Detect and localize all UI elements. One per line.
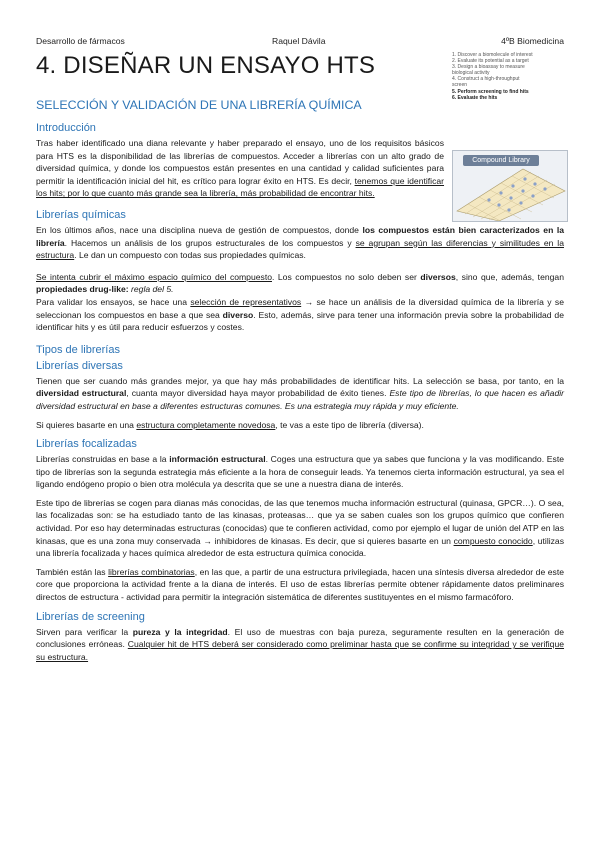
- focalizadas-paragraph-3: También están las librerías combinatorias, en las que, a partir de una estructura privilegiada, hacen una síntesis diversa alrededor de este core que proporciona la actividad frente a la diana de interés. El uso de estas librerías permite obtener rápidamente datos preliminares directos de estructura - actividad para permitir la integración sistemática de diferentes sustituyentes en el mismo farmacóforo.: [36, 566, 565, 603]
- step-item: 2. Evaluate its potential as a target: [452, 58, 529, 65]
- diversas-paragraph-1: Tienen que ser cuando más grandes mejor, ya que hay más probabilidades de identificar hits. La selección se basa, por tanto, en la diversidad estructural, cuanta mayor diversidad haya mayor probabilidad de éxito tienes. Este tipo de librerías, lo que hacen es añadir diversidad estructural en base a diferentes estructuras comunes. Es una estrategia muy rápida y muy eficiente.: [36, 375, 565, 411]
- page-header: [36, 36, 564, 50]
- heading-librerias-focalizadas: Librerías focalizadas: [36, 438, 137, 451]
- heading-introduccion: Introducción: [36, 122, 96, 134]
- heading-librerias-quimicas: Librerías químicas: [36, 208, 126, 221]
- quimicas-paragraph-3: Para validar los ensayos, se hace una selección de representativos → se hace un análisis de la diversidad química de la librería y se seleccionan los compuestos en base a que sea diverso. Esto, además, sirve para tener una información previa sobre la probabilidad de identificar hits y es útil para reducir esfuerzos y costes.: [36, 296, 564, 333]
- diversas-paragraph-2: Si quieres basarte en una estructura completamente novedosa, te vas a este tipo de librería (diversa).: [36, 419, 424, 430]
- step-item: 1. Discover a biomolecule of interest: [452, 52, 533, 58]
- header-course: Desarrollo de fármacos: [36, 36, 125, 46]
- heading-tipos-librerias: Tipos de librerías: [36, 343, 120, 356]
- quimicas-paragraph-2: Se intenta cubrir el máximo espacio químico del compuesto. Los compuestos no solo deben ser diversos, sino que, además, tengan propiedades drug-like: regla del 5.: [36, 271, 564, 295]
- hts-steps-list: [452, 52, 572, 101]
- header-program: 4ºB Biomedicina: [501, 36, 564, 46]
- focalizadas-paragraph-2: Este tipo de librerías se cogen para dianas más conocidas, de las que tenemos mucha información estructural (quinasa, GPCR…). O sea, las focalizadas son: se ha estudiado tanto de las kinasas, proteasas… que ya se saben cuales son los grupos químico que confieren actividad. Por eso hay determinadas estructuras (conocidas) que te confieren actividad, como por ejemplo el lugar de unión del ATP en las kinasas, que es una zona muy conservada → inhibidores de kinasas. Es decir, que si quieres basarte en un compuesto conocido, utilizas una librería focalizada y haces química alrededor de esta estructura química conocida.: [36, 497, 565, 559]
- step-item-active: 6. Evaluate the hits: [452, 94, 498, 101]
- step-item: screen: [452, 82, 468, 89]
- step-item: biological activity: [452, 70, 490, 77]
- step-item: 4. Construct a high-throughput: [452, 76, 520, 83]
- header-author: Raquel Dávila: [272, 36, 326, 46]
- figure-label: Compound Library: [463, 155, 539, 166]
- screening-paragraph-1: Sirven para verificar la pureza y la integridad. El uso de muestras con baja pureza, seguramente resulten en la generación de conclusiones erróneas. Cualquier hit de HTS deberá ser considerado como preliminar hasta que se confirme su integridad y se verifique su estructura.: [36, 626, 565, 662]
- step-item-active: 5. Perform screening to find hits: [452, 88, 529, 95]
- section-title: SELECCIÓN Y VALIDACIÓN DE UNA LIBRERÍA QUÍMICA: [36, 98, 362, 112]
- heading-librerias-diversas: Librerías diversas: [36, 359, 123, 372]
- intro-paragraph: Tras haber identificado una diana relevante y haber preparado el ensayo, uno de los requisitos básicos para HTS es la disponibilidad de las librerías de compuestos. Acceder a librerías con un alto grado de diversidad química, y donde los compuestos están presentes en una cantidad y calidad suficientes para permitir la identificación inicial del hit, es crítico para lograr éxito en HTS. Es decir, tenemos que identificar los hits; por lo que cuanto más grande sea la librería, más probabilidad de encontrar hits.: [36, 138, 445, 199]
- focalizadas-paragraph-1: Librerías construidas en base a la información estructural. Coges una estructura que ya sabes que funciona y la vas modificando. Este tipo de librerías son la segunda estrategia más eficiente a la hora de conseguir leads. Ya tenemos cierta información estructural, ya sea el ligando endógeno propio o bien otra molécula ya descrita que se une a nuestra diana de interés.: [36, 454, 565, 490]
- document-body: [36, 97, 564, 663]
- quimicas-paragraph-1: En los últimos años, nace una disciplina nueva de gestión de compuestos, donde los compuestos están bien caracterizados en la librería. Hacemos un análisis de los grupos estructurales de los compuestos y se agrupan según las diferencias y similitudes en la estructura. Le dan un compuesto con todas sus propiedades químicas.: [36, 224, 564, 261]
- page-title: 4. DISEÑAR UN ENSAYO HTS: [36, 52, 376, 79]
- heading-librerias-screening: Librerías de screening: [36, 610, 145, 623]
- step-item: 3. Design a bioassay to measure: [452, 64, 525, 71]
